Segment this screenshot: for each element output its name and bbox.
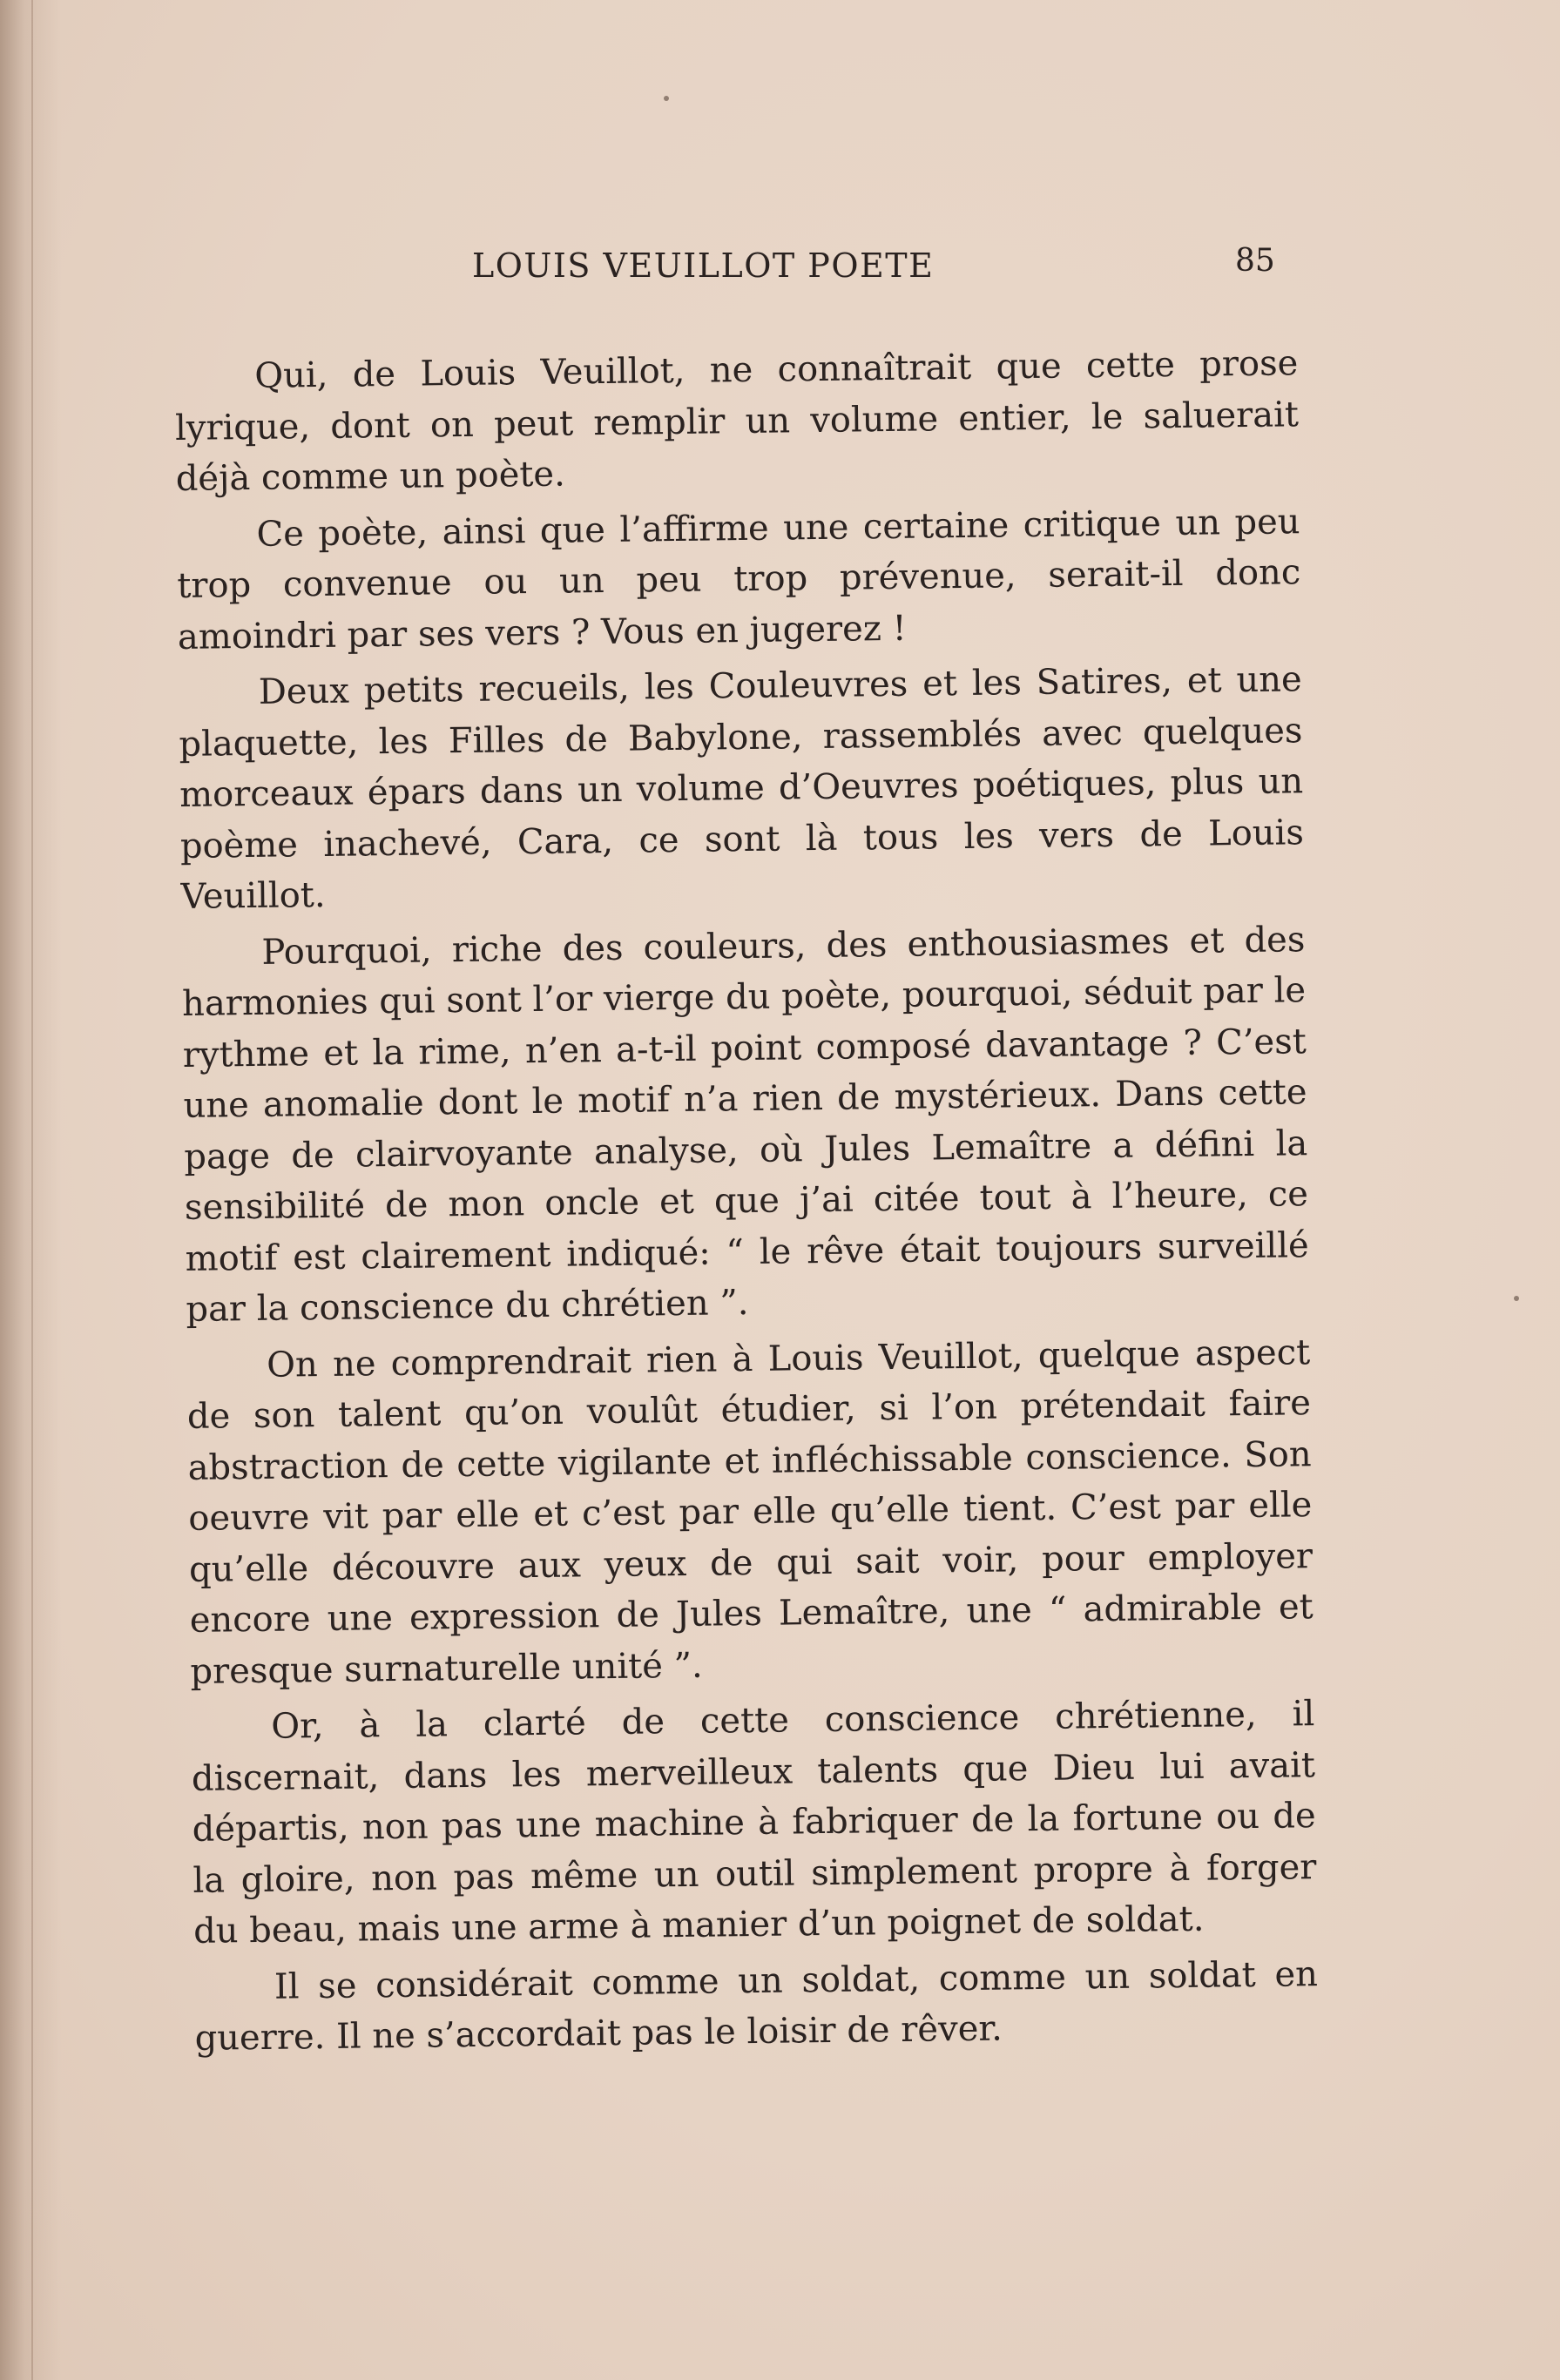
speck	[664, 96, 669, 101]
paragraph: Deux petits recueils, les Couleuvres et les Satires, et une plaquette, les Filles de Babylone, rassemblés avec quelques morceaux épars dans un volume d’Oeuvres poétiques, plus un poème inachevé, Cara, ce sont là tous les vers de Louis Veuillot.	[179, 659, 1305, 917]
paragraph: Or, à la clarté de cette conscience chrétienne, il discernait, dans les merveilleux talents que Dieu lui avait départis, non pas une machine à fabriquer de la fortune ou de la gloire, non pas même un outil simplement propre à forger du beau, mais une arme à manier d’un poignet de soldat.	[191, 1694, 1317, 1952]
running-title: LOUIS VEUILLOT POETE	[472, 246, 935, 285]
body-text	[174, 338, 1319, 2069]
paragraph: Ce poète, ainsi que l’affirme une certaine critique un peu trop convenue ou un peu trop prévenue, serait-il donc amoindri par ses vers ? Vous en jugerez !	[177, 501, 1301, 657]
speck	[1514, 1296, 1519, 1301]
paragraph: Qui, de Louis Veuillot, ne connaîtrait que cette prose lyrique, dont on peut remplir un volume entier, le saluerait déjà comme un poète.	[174, 343, 1300, 499]
paragraph: Pourquoi, riche des couleurs, des enthousiasmes et des harmonies qui sont l’or vierge du poète, pourquoi, séduit par le rythme et la rime, n’en a-t-il point composé davantage ? C’est une anomalie dont le motif n’a rien de mystérieux. Dans cette page de clairvoyante analyse, où Jules Lemaître a défini la sensibilité de mon oncle et que j’ai citée tout à l’heure, ce motif est clairement indiqué: “ le rêve était toujours surveillé par la conscience du chrétien ”.	[181, 919, 1309, 1330]
page-number: 85	[1235, 243, 1275, 279]
page-header	[174, 243, 1298, 299]
binding-gutter	[31, 0, 33, 2380]
paragraph: Il se considérait comme un soldat, comme un soldat en guerre. Il ne s’accordait pas le loisir de rêver.	[194, 1953, 1319, 2059]
paragraph: On ne comprendrait rien à Louis Veuillot, quelque aspect de son talent qu’on voulût étudier, si l’on prétendait faire abstraction de cette vigilante et infléchissable conscience. Son oeuvre vit par elle et c’est par elle qu’elle tient. C’est par elle qu’elle découvre aux yeux de qui sait voir, pour employer encore une expression de Jules Lemaître, une “ admirable et presque surnaturelle unité ”.	[186, 1332, 1314, 1692]
